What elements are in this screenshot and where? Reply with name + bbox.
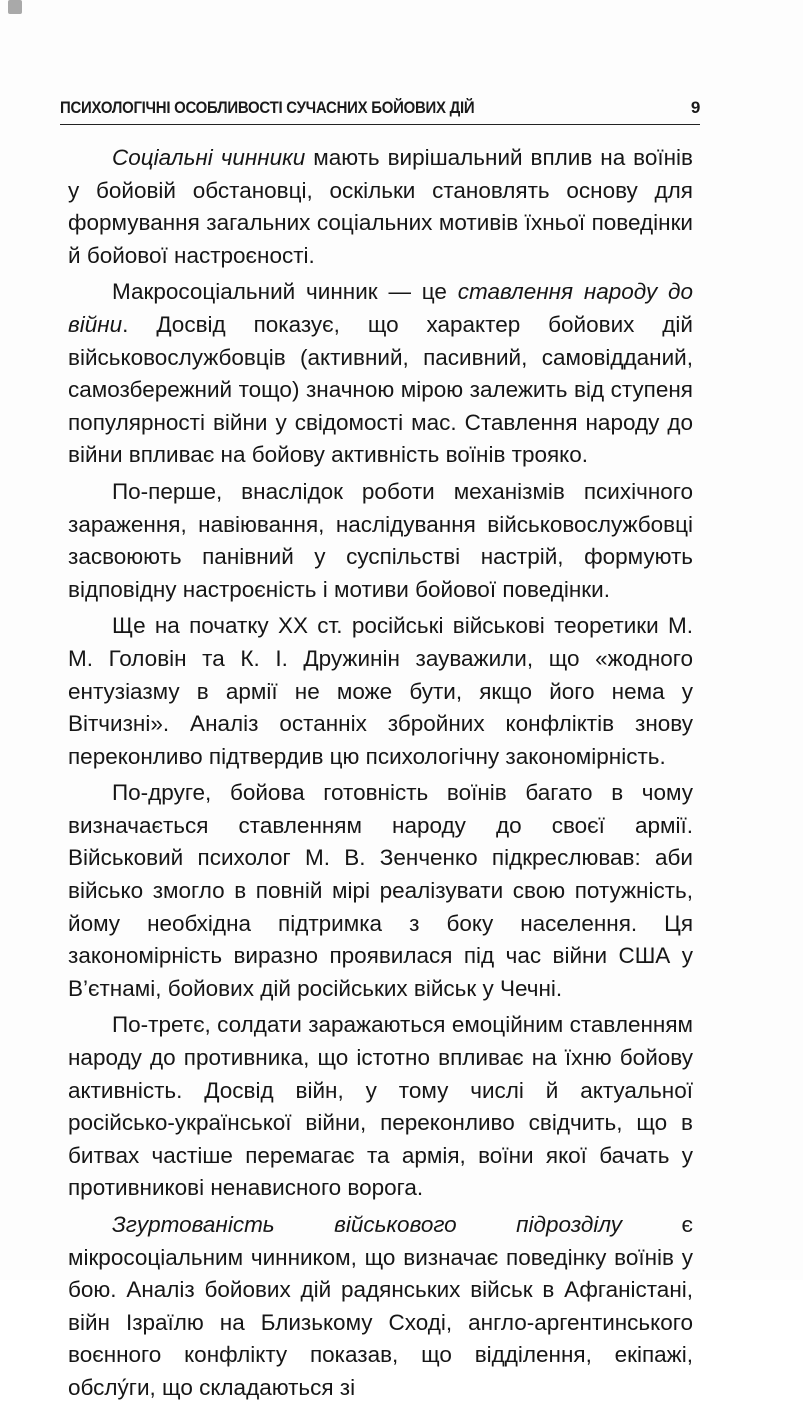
paragraph-1-italic: Соціальні чинники [112, 145, 306, 170]
running-header [60, 98, 700, 122]
paragraph-7-text: є мікросоціальним чинником, що визначає поведінку воїнів у бою. Аналіз бойових дій радянських військ в Афганістані, війн Ізраїлю на Близькому Сході, англо-аргентинського воєнного конфлікту показав, що відділення, екіпажі, обслу́ги, що складаються зі [68, 1212, 693, 1400]
paragraph-2-post: . Досвід показує, що характер бойових дій військовослужбовців (активний, пасивний, самовідданий, самозбережний тощо) значною мірою залежить від ступеня популярності війни у свідомості мас. Ставлення народу до війни впливає на бойову активність воїнів трояко. [68, 311, 693, 468]
paragraph-3: По-перше, внаслідок роботи механізмів психічного зараження, навіювання, наслідування військовослужбовці засвоюють панівний у суспільстві настрій, формують відповідну настроєність і мотиви бойової поведінки. [68, 478, 693, 602]
paragraph-1 [68, 142, 693, 272]
body-text [68, 142, 693, 1409]
page-number: 9 [690, 98, 700, 117]
paragraph-4: Ще на початку XX ст. російські військові теоретики М. М. Головін та К. І. Дружинін зауважили, що «жодного ентузіазму в армії не може бути, якщо його нема у Вітчизні». Аналіз останніх збройних конфліктів знову переконливо підтвердив цю психологічну закономірність. [68, 613, 693, 769]
paragraph-1-text: мають вирішальний вплив на воїнів у бойовій обстановці, оскільки становлять основу для формування загальних соціальних мотивів їхньої поведінки й бойової настроєності. [68, 145, 693, 268]
paragraph-2 [68, 276, 693, 472]
paragraph-2-italic: ставлення народу до війни [68, 279, 694, 337]
running-title: ПСИХОЛОГІЧНІ ОСОБЛИВОСТІ СУЧАСНИХ БОЙОВИХ ДІЙ [60, 98, 475, 117]
scan-artifact [8, 0, 22, 14]
paragraph-7-italic: Згуртованість військового підрозділу [112, 1212, 623, 1237]
paragraph-7 [68, 1209, 693, 1405]
paragraph-2-pre: Макросоціальний чинник — це [112, 279, 458, 305]
paragraph-6: По-третє, солдати заражаються емоційним ставленням народу до противника, що істотно впливає на їхню бойову активність. Досвід війн, у тому числі й актуальної російсько-української війни, переконливо свідчить, що в битвах частіше перемагає та армія, воїни якої бачать у противникові ненависного ворога. [68, 1012, 693, 1201]
header-rule [60, 124, 700, 125]
paragraph-5: По-друге, бойова готовність воїнів багато в чому визначається ставленням народу до своєї армії. Військовий психолог М. В. Зенченко підкреслював: аби військо змогло в повній мірі реалізувати свою потужність, йому необхідна підтримка з боку населення. Ця закономірність виразно проявилася під час війни США у В’єтнамі, бойових дій російських військ у Чечні. [68, 780, 693, 1001]
